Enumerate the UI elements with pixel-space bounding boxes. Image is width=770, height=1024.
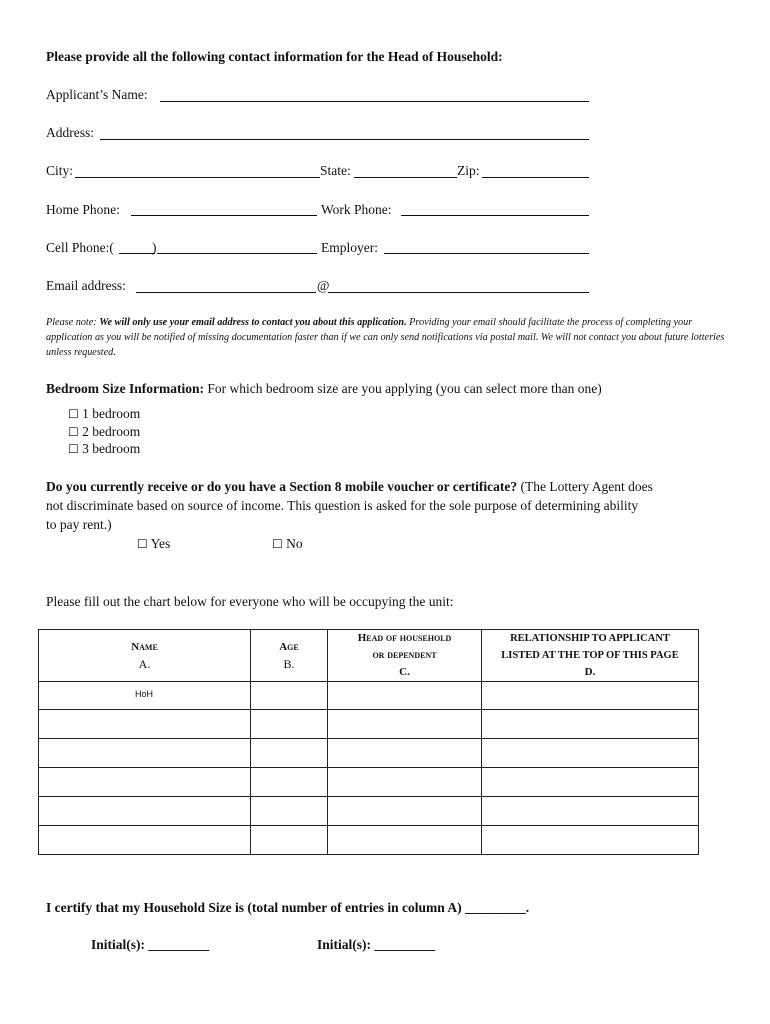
employer-field[interactable] — [384, 253, 589, 254]
table-cell[interactable] — [482, 710, 699, 739]
section8-question-line3: to pay rent.) — [46, 517, 112, 532]
applicant-name-field[interactable] — [160, 101, 589, 102]
section8-question-line1 — [46, 479, 653, 495]
cell-phone-field[interactable] — [157, 253, 317, 254]
table-cell[interactable] — [482, 797, 699, 826]
table-cell[interactable] — [39, 710, 251, 739]
table-cell[interactable] — [251, 768, 328, 797]
bedroom-label: Bedroom Size Information: — [46, 381, 204, 396]
table-row — [39, 826, 699, 855]
chart-intro: Please fill out the chart below for everyone who will be occupying the unit: — [46, 594, 454, 609]
table-cell[interactable] — [328, 826, 482, 855]
email-user-field[interactable] — [136, 292, 316, 293]
bedroom-option-1[interactable] — [68, 406, 140, 422]
col-c-line1: Head of household — [357, 632, 452, 644]
table-row — [39, 797, 699, 826]
col-a-letter: A. — [138, 657, 151, 671]
table-cell[interactable] — [251, 710, 328, 739]
no-label: No — [286, 536, 303, 551]
email-domain-field[interactable] — [328, 292, 589, 293]
email-label: Email address: — [46, 278, 126, 293]
table-cell[interactable] — [39, 739, 251, 768]
address-field[interactable] — [100, 139, 589, 140]
table-cell[interactable] — [39, 797, 251, 826]
bedroom-question — [46, 381, 602, 397]
work-phone-field[interactable] — [401, 215, 589, 216]
col-c-header — [328, 630, 482, 682]
employer-label: Employer: — [321, 240, 378, 255]
table-cell[interactable] — [39, 826, 251, 855]
col-d-letter: D. — [584, 666, 596, 678]
table-cell[interactable] — [328, 797, 482, 826]
zip-field[interactable] — [482, 177, 589, 178]
note-prefix: Please note: — [46, 317, 100, 328]
col-c-line2: or dependent — [372, 649, 437, 661]
table-cell[interactable] — [328, 682, 482, 710]
home-phone-label: Home Phone: — [46, 202, 120, 217]
hoh-name-cell[interactable]: HoH — [39, 682, 251, 710]
home-phone-field[interactable] — [131, 215, 317, 216]
initials-1[interactable]: Initial(s): _________ — [91, 937, 210, 952]
table-cell[interactable] — [482, 682, 699, 710]
col-c-letter: C. — [399, 666, 410, 678]
col-d-line2: LISTED AT THE TOP OF THIS PAGE — [501, 650, 679, 661]
bedroom-option-label: 1 bedroom — [82, 406, 141, 421]
work-phone-label: Work Phone: — [321, 202, 392, 217]
bedroom-option-2[interactable] — [68, 424, 140, 440]
section8-question-line2: not discriminate based on source of income. This question is asked for the sole purpose of determining ability — [46, 498, 639, 513]
city-label: City: — [46, 163, 74, 178]
zip-label: Zip: — [457, 163, 480, 178]
table-cell[interactable] — [328, 739, 482, 768]
col-a-title: Name — [131, 641, 158, 653]
table-cell[interactable] — [251, 739, 328, 768]
checkbox-icon[interactable]: ☐ — [68, 425, 79, 439]
note-bold: We will only use your email address to contact you about this application. — [99, 317, 407, 328]
email-at: @ — [317, 278, 330, 293]
col-a-header — [39, 630, 251, 682]
table-cell[interactable] — [482, 768, 699, 797]
table-row — [39, 710, 699, 739]
table-cell[interactable] — [328, 768, 482, 797]
col-b-title: Age — [279, 641, 299, 653]
bedroom-option-label: 2 bedroom — [82, 424, 141, 439]
col-b-letter: B. — [283, 657, 295, 671]
section8-question-bold: Do you currently receive or do you have a Section 8 mobile voucher or certificate? — [46, 479, 518, 494]
table-cell[interactable] — [251, 682, 328, 710]
checkbox-icon[interactable]: ☐ — [68, 442, 79, 456]
table-cell[interactable] — [251, 797, 328, 826]
table-row — [39, 768, 699, 797]
checkbox-icon[interactable]: ☐ — [68, 407, 79, 421]
table-cell[interactable] — [328, 710, 482, 739]
bedroom-option-3[interactable] — [68, 441, 140, 457]
checkbox-icon[interactable]: ☐ — [272, 537, 283, 551]
table-row — [39, 682, 699, 710]
section8-line1-rest: (The Lottery Agent does — [517, 479, 653, 494]
bedroom-question-text: For which bedroom size are you applying (you can select more than one) — [204, 381, 602, 396]
yes-label: Yes — [150, 536, 171, 551]
city-field[interactable] — [75, 177, 320, 178]
table-cell[interactable] — [251, 826, 328, 855]
cell-phone-label: Cell Phone:( — [46, 240, 114, 255]
applicant-name-label: Applicant’s Name: — [46, 87, 148, 102]
col-d-header — [482, 630, 699, 682]
household-size-certification: I certify that my Household Size is (total number of entries in column A) _________. — [46, 900, 530, 915]
initials-2[interactable]: Initial(s): _________ — [317, 937, 436, 952]
col-d-line1: RELATIONSHIP TO APPLICANT — [510, 633, 670, 644]
state-label: State: — [320, 163, 351, 178]
household-table — [38, 629, 699, 855]
table-row — [39, 739, 699, 768]
address-label: Address: — [46, 125, 94, 140]
col-b-header — [251, 630, 328, 682]
table-cell[interactable] — [39, 768, 251, 797]
cell-area-code-field[interactable] — [119, 253, 155, 254]
section8-yes-option[interactable] — [137, 536, 170, 552]
table-cell[interactable] — [482, 826, 699, 855]
note-rest: Providing your email should facilitate the process of completing your application as you will be notified of missing documentation faster than if we can only send notifications via postal mail. We will not contact you about future lotteries unless requested. — [46, 317, 725, 358]
section-title: Please provide all the following contact information for the Head of Household: — [46, 49, 503, 64]
checkbox-icon[interactable]: ☐ — [137, 537, 148, 551]
email-note — [46, 315, 736, 360]
state-field[interactable] — [354, 177, 457, 178]
table-cell[interactable] — [482, 739, 699, 768]
section8-no-option[interactable] — [272, 536, 303, 552]
table-header-row — [39, 630, 699, 682]
cell-paren: ) — [152, 240, 157, 255]
bedroom-option-label: 3 bedroom — [82, 441, 141, 456]
